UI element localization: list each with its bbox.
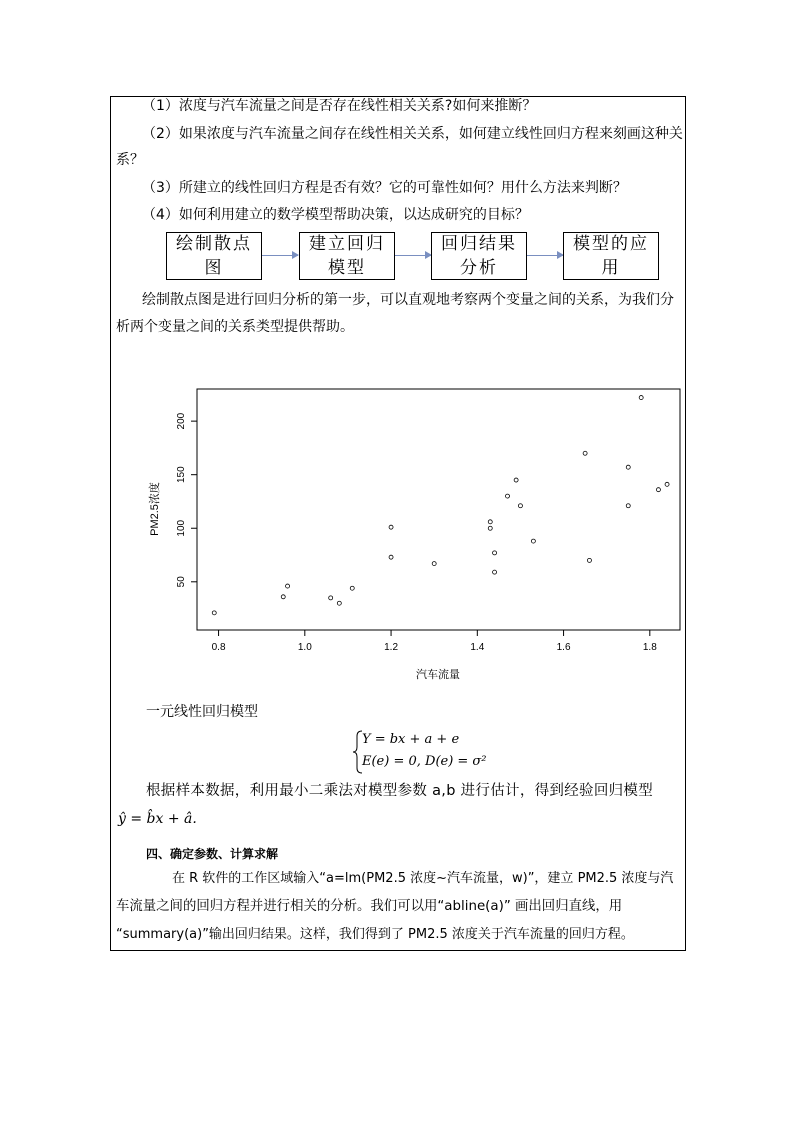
plot-box — [197, 389, 680, 630]
data-point — [488, 526, 492, 530]
formula-line-1: Y = bx + a + e — [362, 732, 460, 747]
flow-step-text: 回归结果 — [441, 234, 517, 254]
flow-step-application — [563, 232, 659, 280]
question-4: （4）如何利用建立的数学模型帮助决策，以达成研究的目标？ — [142, 207, 529, 223]
question-2: （2）如果浓度与汽车流量之间存在线性相关关系，如何建立线性回归方程来刻画这种关 — [142, 126, 683, 142]
data-point — [493, 570, 497, 574]
data-point — [639, 396, 643, 400]
x-tick-label: 1.6 — [556, 642, 571, 653]
flow-step-text: 用 — [601, 258, 621, 278]
x-tick-label: 1.2 — [384, 642, 399, 653]
data-point — [626, 504, 630, 508]
data-point — [329, 596, 333, 600]
data-point — [665, 482, 669, 486]
scatter-plot — [140, 380, 690, 690]
data-point — [518, 504, 522, 508]
data-point — [286, 584, 290, 588]
data-point — [389, 525, 393, 529]
flow-step-analysis — [431, 232, 527, 280]
flow-step-text: 分析 — [460, 258, 498, 278]
flow-arrow — [395, 255, 431, 256]
flow-step-text: 建立回归 — [309, 234, 385, 254]
intro-line-2: 析两个变量之间的关系类型提供帮助。 — [116, 319, 354, 335]
flow-arrow — [262, 255, 298, 256]
estimate-line-1: 根据样本数据，利用最小二乘法对模型参数 a,b 进行估计，得到经验回归模型 — [146, 783, 654, 799]
x-tick-label: 1.0 — [297, 642, 312, 653]
data-point — [432, 562, 436, 566]
data-point — [350, 586, 354, 590]
y-axis-label: PM2.5浓度 — [149, 482, 161, 536]
flow-step-text: 模型的应 — [573, 234, 649, 254]
question-2-cont: 系？ — [116, 152, 144, 168]
data-point — [212, 611, 216, 615]
section-4-line-2: 车流量之间的回归方程并进行相关的分析。我们可以用“abline(a)” 画出回归直线，用 — [116, 899, 623, 914]
data-point — [514, 478, 518, 482]
formula-line-2: E(e) = 0, D(e) = σ² — [362, 754, 487, 769]
section-4-line-3: “summary(a)”输出回归结果。这样，我们得到了 PM2.5 浓度关于汽车流量的回归方程。 — [116, 927, 634, 942]
x-tick-label: 1.8 — [642, 642, 657, 653]
question-3: （3）所建立的线性回归方程是否有效？它的可靠性如何？用什么方法来判断？ — [142, 180, 627, 196]
data-point — [656, 488, 660, 492]
flow-arrow — [527, 255, 563, 256]
y-tick-label: 100 — [176, 519, 187, 537]
data-point — [488, 520, 492, 524]
flow-step-text: 图 — [204, 258, 224, 278]
y-tick-label: 200 — [176, 412, 187, 430]
y-tick-label: 50 — [176, 576, 187, 588]
flow-step-model — [299, 232, 395, 280]
data-point — [626, 465, 630, 469]
flow-step-text: 绘制散点 — [176, 234, 252, 254]
flow-step-text: 模型 — [328, 258, 366, 278]
x-tick-label: 1.4 — [470, 642, 485, 653]
flow-step-scatter — [166, 232, 262, 280]
estimate-formula: ŷ = b̂x + â. — [118, 811, 197, 827]
y-tick-label: 150 — [176, 466, 187, 484]
data-point — [389, 555, 393, 559]
x-axis-label: 汽车流量 — [416, 669, 460, 681]
data-point — [493, 551, 497, 555]
data-point — [337, 601, 341, 605]
data-point — [531, 539, 535, 543]
data-point — [506, 494, 510, 498]
section-4-line-1: 在 R 软件的工作区域输入“a=lm(PM2.5 浓度~汽车流量，w)”，建立 PM2.5 浓度与汽 — [172, 871, 674, 886]
data-point — [583, 451, 587, 455]
x-tick-label: 0.8 — [211, 642, 226, 653]
section-4-title: 四、确定参数、计算求解 — [146, 847, 279, 861]
intro-line-1: 绘制散点图是进行回归分析的第一步，可以直观地考察两个变量之间的关系，为我们分 — [142, 292, 674, 308]
data-point — [587, 558, 591, 562]
model-title: 一元线性回归模型 — [146, 704, 258, 720]
question-1: （1）浓度与汽车流量之间是否存在线性相关关系?如何来推断？ — [142, 98, 537, 114]
data-point — [281, 595, 285, 599]
